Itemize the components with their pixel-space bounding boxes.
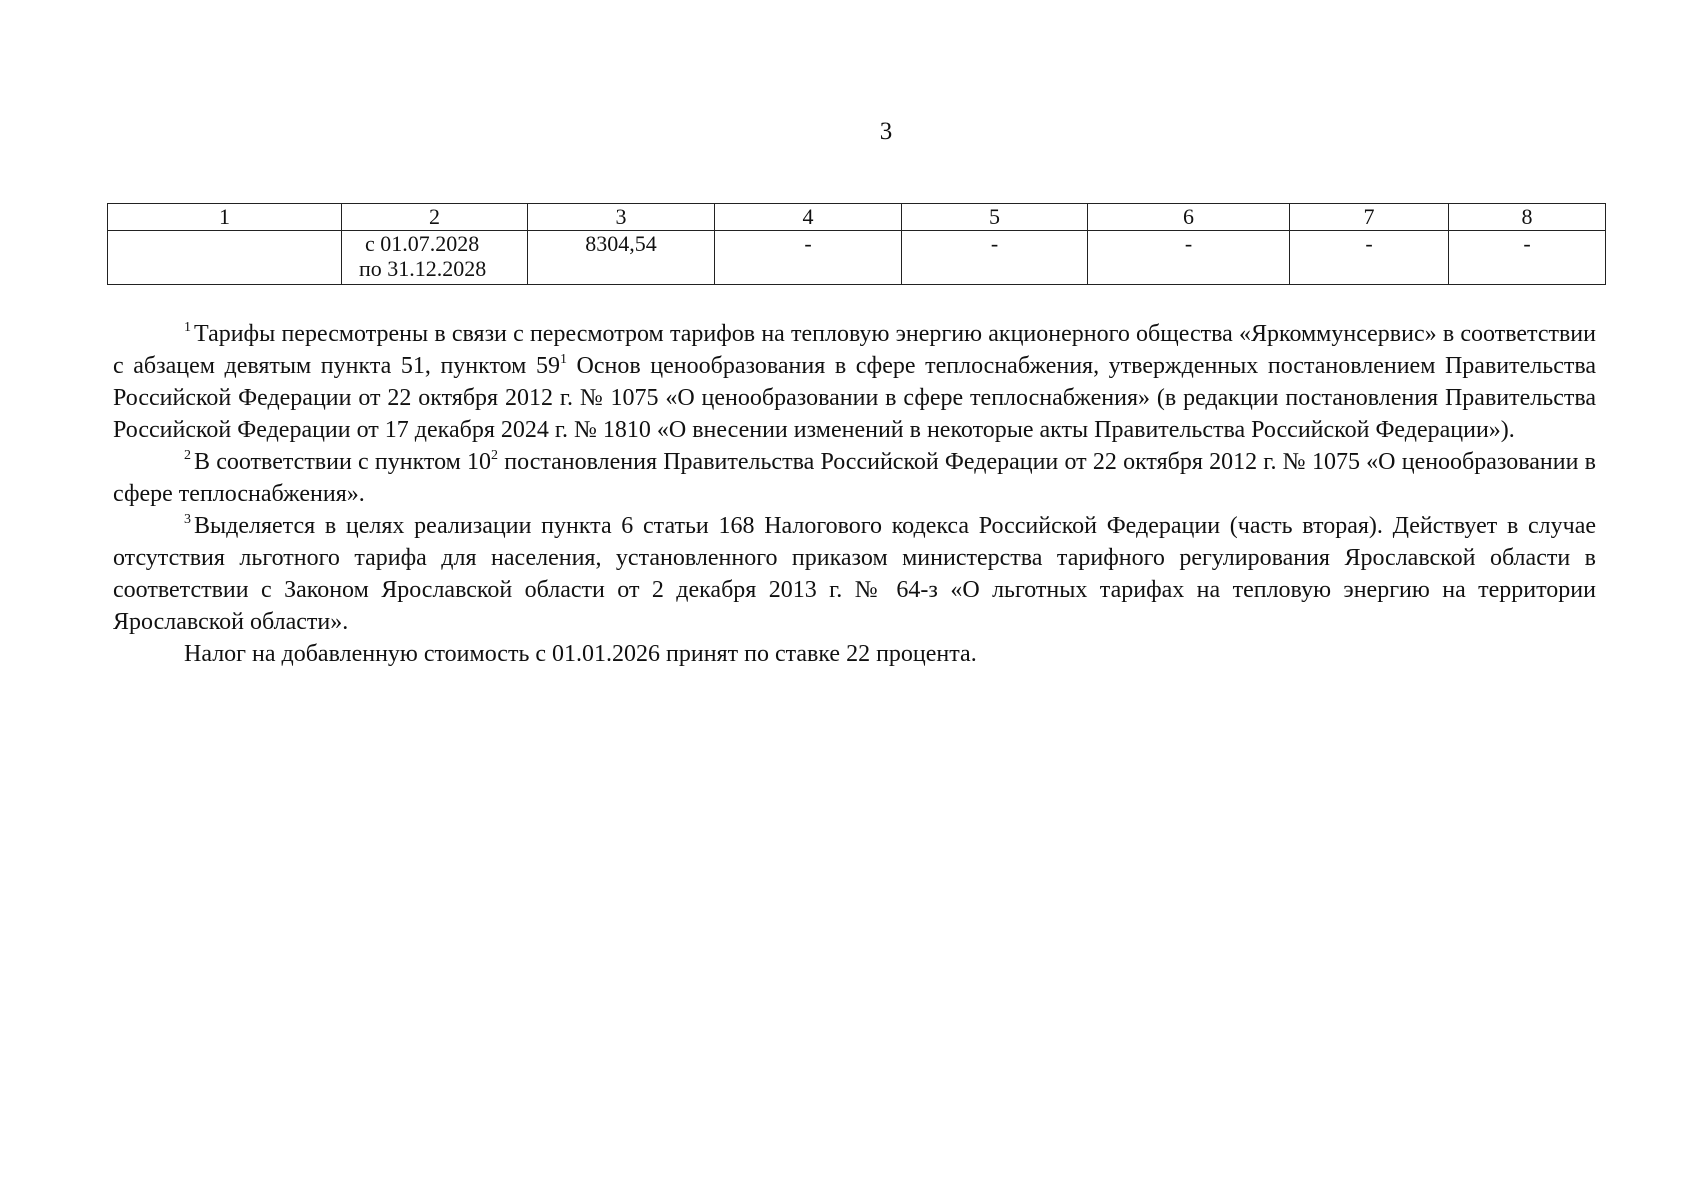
footnote-text: Тарифы пересмотрены в связи с пересмотром тарифов на тепловую энергию акционерного общества «Яркоммунсервис» в соответствии с абзацем девятым пункта 51, пунктом 59	[113, 321, 1596, 379]
table-row	[108, 231, 1606, 285]
table-cell-col4: -	[715, 231, 902, 285]
footnote-text: В соответствии с пунктом 10	[194, 449, 492, 475]
column-header: 6	[1088, 204, 1290, 231]
column-header: 2	[342, 204, 528, 231]
column-header: 5	[902, 204, 1088, 231]
superscript: 1	[559, 352, 567, 367]
tariff-table	[107, 203, 1606, 285]
column-header: 4	[715, 204, 902, 231]
table-cell-col5: -	[902, 231, 1088, 285]
table-cell-col6: -	[1088, 231, 1290, 285]
footnote-text: Выделяется в целях реализации пункта 6 статьи 168 Налогового кодекса Российской Федерации (часть вторая). Действует в случае отсутствия льготного тарифа для населения, установленного приказом министерства тарифного регулирования Ярославской области в соответствии с Законом Ярославской области от 2 декабря 2013 г. № 64-з «О льготных тарифах на тепловую энергию на территории Ярославской области».	[113, 513, 1596, 635]
footnote-2	[113, 446, 1596, 510]
footnote-mark: 2	[184, 448, 191, 463]
footnote-text: Основ ценообразования в сфере теплоснабжения, утвержденных постановлением Правительства Российской Федерации от 22 октября 2012 г. № 1075 «О ценообразовании в сфере теплоснабжения» (в редакции постановления Правительства Российской Федерации от 17 декабря 2024 г. № 1810 «О внесении изменений в некоторые акты Правительства Российской Федерации»).	[113, 353, 1597, 443]
table-cell-period	[342, 231, 528, 285]
footnote-mark: 3	[184, 512, 191, 527]
column-header: 7	[1290, 204, 1449, 231]
table-header-row	[108, 204, 1606, 231]
superscript: 2	[491, 448, 499, 463]
footnote-3	[113, 510, 1596, 638]
period-from: с 01.07.2028	[365, 231, 480, 256]
footnotes	[113, 318, 1596, 670]
period-to: по 31.12.2028	[359, 256, 487, 281]
column-header: 3	[528, 204, 715, 231]
footnote-1	[113, 318, 1596, 446]
page-number: 3	[879, 118, 893, 145]
column-header: 1	[108, 204, 342, 231]
table-cell-col7: -	[1290, 231, 1449, 285]
footnote-text: постановления Правительства Российской Федерации от 22 октября 2012 г. № 1075 «О ценообразовании в сфере теплоснабжения».	[113, 449, 1597, 507]
column-header: 8	[1449, 204, 1606, 231]
footnote-mark: 1	[184, 320, 191, 335]
table-cell-col8: -	[1449, 231, 1606, 285]
vat-note: Налог на добавленную стоимость с 01.01.2026 принят по ставке 22 процента.	[184, 641, 977, 667]
table-cell-col1	[108, 231, 342, 285]
table-cell-tariff: 8304,54	[528, 231, 715, 285]
